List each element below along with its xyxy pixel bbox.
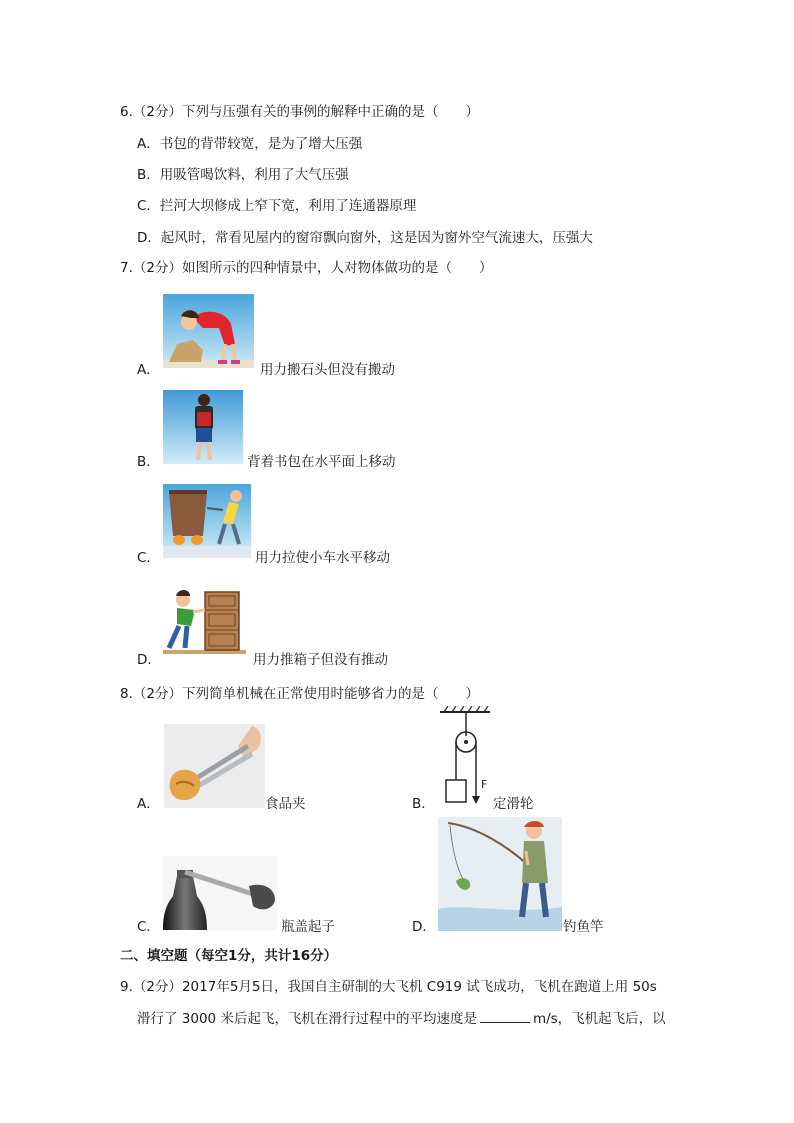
q7-option-d-letter: D． <box>137 652 161 668</box>
q6-option-b: B．用吸管喝饮料，利用了大气压强 <box>137 167 349 183</box>
q7-b-image-backpack <box>163 390 243 464</box>
q9-line-1: 9.（2分）2017年5月5日，我国自主研制的大飞机 C919 试飞成功，飞机在跑道上用 50s <box>120 979 657 995</box>
q8-option-c-text: 瓶盖起子 <box>281 919 335 935</box>
q7-option-c-text: 用力拉使小车水平移动 <box>255 550 390 566</box>
q7-a-image-lifting-stone <box>163 294 254 368</box>
q8-d-image-fishing-rod <box>438 817 562 931</box>
section-2-title: 二、填空题（每空1分，共计16分） <box>120 948 338 964</box>
q9-line-2 <box>137 1010 666 1028</box>
q6-option-a: A．书包的背带较宽，是为了增大压强 <box>137 136 363 152</box>
q9-line-2-post: m/s，飞机起飞后，以 <box>532 1011 666 1027</box>
q8-b-force-label: F <box>481 778 488 791</box>
q7-d-image-pushing-box <box>163 584 246 660</box>
q8-option-b-text: 定滑轮 <box>493 796 534 812</box>
q6-stem: 6.（2分）下列与压强有关的事例的解释中正确的是（ ） <box>120 104 479 120</box>
q7-option-a-letter: A． <box>137 362 160 378</box>
q7-stem: 7.（2分）如图所示的四种情景中，人对物体做功的是（ ） <box>120 260 493 276</box>
q7-option-c-letter: C． <box>137 550 160 566</box>
q8-option-a-text: 食品夹 <box>265 796 306 812</box>
q8-option-c-letter: C． <box>137 919 160 935</box>
q8-option-b-letter: B． <box>412 796 435 812</box>
q9-answer-blank[interactable] <box>480 1010 530 1023</box>
q7-c-image-pulling-cart <box>163 484 251 558</box>
q8-stem: 8.（2分）下列简单机械在正常使用时能够省力的是（ ） <box>120 686 479 702</box>
q7-option-b-letter: B． <box>137 454 160 470</box>
q9-line-2-pre: 滑行了 3000 米后起飞，飞机在滑行过程中的平均速度是 <box>137 1011 477 1027</box>
q8-option-d-text: 钓鱼竿 <box>563 919 604 935</box>
q8-c-image-bottle-opener <box>163 856 277 930</box>
q8-a-image-food-tongs <box>164 724 265 808</box>
q7-option-a-text: 用力搬石头但没有搬动 <box>260 362 395 378</box>
q7-option-b-text: 背着书包在水平面上移动 <box>247 454 396 470</box>
q8-option-a-letter: A． <box>137 796 160 812</box>
q7-option-d-text: 用力推箱子但没有推动 <box>253 652 388 668</box>
q6-option-c: C．拦河大坝修成上窄下宽，利用了连通器原理 <box>137 198 417 214</box>
q8-option-d-letter: D． <box>412 919 436 935</box>
q6-option-d: D．起风时，常看见屋内的窗帘飘向窗外，这是因为窗外空气流速大，压强大 <box>137 230 593 246</box>
q8-b-image-fixed-pulley <box>438 706 492 810</box>
